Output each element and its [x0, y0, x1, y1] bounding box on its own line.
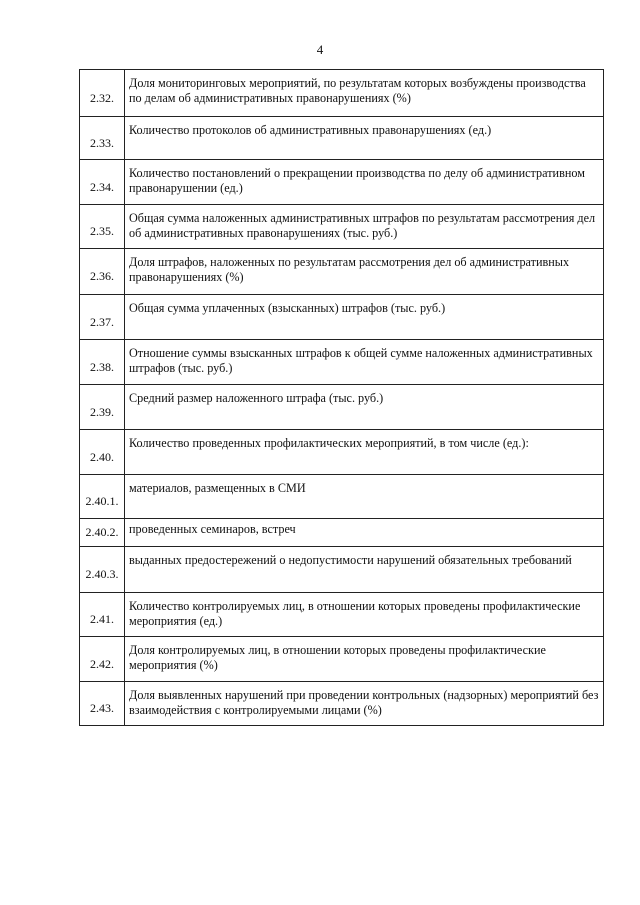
row-number: 2.42.	[80, 637, 125, 682]
row-text: Количество проведенных профилактических мероприятий, в том числе (ед.):	[125, 430, 604, 475]
row-number: 2.35.	[80, 205, 125, 249]
row-text: проведенных семинаров, встреч	[125, 519, 604, 547]
row-number: 2.40.	[80, 430, 125, 475]
row-text: Количество контролируемых лиц, в отношении которых проведены профилактические мероприятия (ед.)	[125, 593, 604, 637]
table-row	[80, 430, 604, 475]
row-number: 2.33.	[80, 117, 125, 160]
row-text: Доля контролируемых лиц, в отношении которых проведены профилактические мероприятия (%)	[125, 637, 604, 682]
table-row	[80, 160, 604, 205]
row-text: Средний размер наложенного штрафа (тыс. руб.)	[125, 385, 604, 430]
row-number: 2.43.	[80, 682, 125, 726]
row-text: Доля выявленных нарушений при проведении контрольных (надзорных) мероприятий без взаимодействия с контролируемыми лицами (%)	[125, 682, 604, 726]
row-text: материалов, размещенных в СМИ	[125, 475, 604, 519]
row-text: Общая сумма уплаченных (взысканных) штрафов (тыс. руб.)	[125, 295, 604, 340]
row-number: 2.32.	[80, 70, 125, 117]
table-row	[80, 205, 604, 249]
row-number: 2.40.3.	[80, 547, 125, 593]
table-row	[80, 117, 604, 160]
table-row	[80, 637, 604, 682]
row-number: 2.40.2.	[80, 519, 125, 547]
row-text: Количество постановлений о прекращении производства по делу об административном правонарушении (ед.)	[125, 160, 604, 205]
page-number: 4	[316, 42, 324, 57]
table-row	[80, 475, 604, 519]
row-number: 2.36.	[80, 249, 125, 295]
row-number: 2.34.	[80, 160, 125, 205]
table-row	[80, 385, 604, 430]
row-text: Общая сумма наложенных административных штрафов по результатам рассмотрения дел об административных правонарушениях (тыс. руб.)	[125, 205, 604, 249]
table-row	[80, 519, 604, 547]
row-text: Доля мониторинговых мероприятий, по результатам которых возбуждены производства по делам об административных правонарушениях (%)	[125, 70, 604, 117]
table-row	[80, 249, 604, 295]
row-text: Отношение суммы взысканных штрафов к общей сумме наложенных административных штрафов (тыс. руб.)	[125, 340, 604, 385]
table-row	[80, 593, 604, 637]
table-row	[80, 682, 604, 726]
row-text: Количество протоколов об административных правонарушениях (ед.)	[125, 117, 604, 160]
table-row	[80, 340, 604, 385]
row-text: выданных предостережений о недопустимости нарушений обязательных требований	[125, 547, 604, 593]
row-number: 2.41.	[80, 593, 125, 637]
row-number: 2.37.	[80, 295, 125, 340]
row-text: Доля штрафов, наложенных по результатам рассмотрения дел об административных правонарушениях (%)	[125, 249, 604, 295]
row-number: 2.40.1.	[80, 475, 125, 519]
row-number: 2.38.	[80, 340, 125, 385]
table-row	[80, 295, 604, 340]
table-row	[80, 547, 604, 593]
row-number: 2.39.	[80, 385, 125, 430]
indicators-table	[79, 69, 604, 726]
table-row	[80, 70, 604, 117]
